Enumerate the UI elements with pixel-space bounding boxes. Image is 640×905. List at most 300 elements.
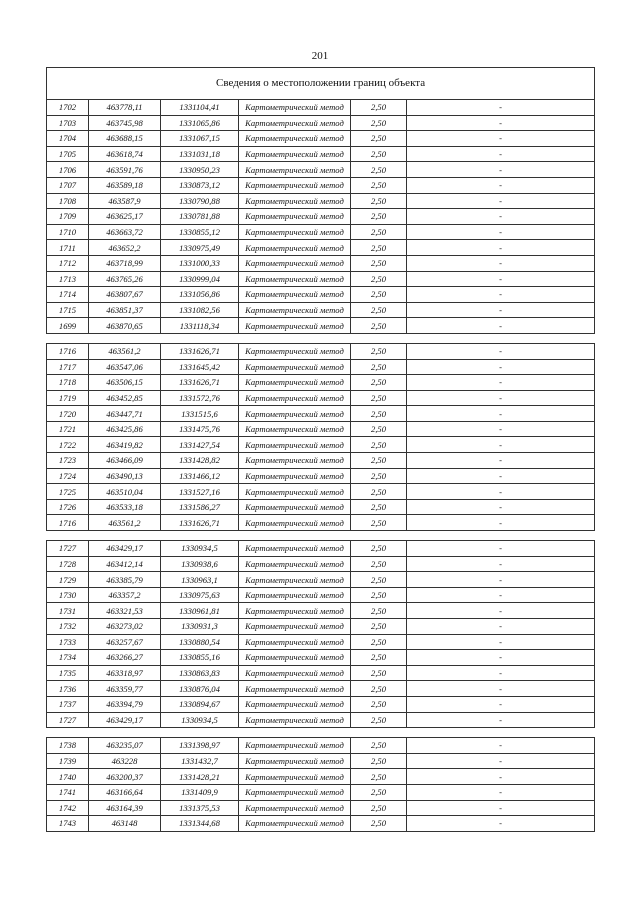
group-separator [47, 531, 595, 541]
point-number-cell: 1738 [47, 738, 89, 754]
method-cell: Картометрический метод [239, 738, 351, 754]
method-cell: Картометрический метод [239, 271, 351, 287]
accuracy-cell: 2,50 [351, 541, 407, 557]
y-coordinate-cell: 1330790,88 [161, 193, 239, 209]
method-cell: Картометрический метод [239, 146, 351, 162]
accuracy-cell: 2,50 [351, 556, 407, 572]
description-cell: - [407, 343, 595, 359]
method-cell: Картометрический метод [239, 193, 351, 209]
point-number-cell: 1712 [47, 255, 89, 271]
description-cell: - [407, 437, 595, 453]
description-cell: - [407, 541, 595, 557]
point-number-cell: 1719 [47, 390, 89, 406]
x-coordinate-cell: 463652,2 [89, 240, 161, 256]
point-number-cell: 1723 [47, 453, 89, 469]
method-cell: Картометрический метод [239, 453, 351, 469]
table-row [47, 816, 595, 832]
method-cell: Картометрический метод [239, 665, 351, 681]
point-number-cell: 1711 [47, 240, 89, 256]
x-coordinate-cell: 463778,11 [89, 100, 161, 116]
description-cell: - [407, 650, 595, 666]
x-coordinate-cell: 463166,64 [89, 784, 161, 800]
method-cell: Картометрический метод [239, 162, 351, 178]
accuracy-cell: 2,50 [351, 100, 407, 116]
description-cell: - [407, 162, 595, 178]
x-coordinate-cell: 463561,2 [89, 343, 161, 359]
table-row [47, 769, 595, 785]
separator-cell [47, 728, 595, 738]
x-coordinate-cell: 463807,67 [89, 287, 161, 303]
y-coordinate-cell: 1330855,12 [161, 224, 239, 240]
separator-cell [47, 531, 595, 541]
accuracy-cell: 2,50 [351, 712, 407, 728]
x-coordinate-cell: 463266,27 [89, 650, 161, 666]
description-cell: - [407, 665, 595, 681]
description-cell: - [407, 484, 595, 500]
x-coordinate-cell: 463273,02 [89, 619, 161, 635]
point-number-cell: 1704 [47, 131, 89, 147]
method-cell: Картометрический метод [239, 359, 351, 375]
table-row [47, 634, 595, 650]
x-coordinate-cell: 463394,79 [89, 696, 161, 712]
y-coordinate-cell: 1331572,76 [161, 390, 239, 406]
description-cell: - [407, 468, 595, 484]
table-row [47, 131, 595, 147]
y-coordinate-cell: 1330934,5 [161, 541, 239, 557]
method-cell: Картометрический метод [239, 302, 351, 318]
x-coordinate-cell: 463148 [89, 816, 161, 832]
accuracy-cell: 2,50 [351, 468, 407, 484]
y-coordinate-cell: 1330975,49 [161, 240, 239, 256]
description-cell: - [407, 556, 595, 572]
method-cell: Картометрический метод [239, 681, 351, 697]
accuracy-cell: 2,50 [351, 343, 407, 359]
y-coordinate-cell: 1331626,71 [161, 375, 239, 391]
method-cell: Картометрический метод [239, 587, 351, 603]
accuracy-cell: 2,50 [351, 681, 407, 697]
method-cell: Картометрический метод [239, 437, 351, 453]
method-cell: Картометрический метод [239, 318, 351, 334]
table-row [47, 753, 595, 769]
y-coordinate-cell: 1331515,6 [161, 406, 239, 422]
y-coordinate-cell: 1331626,71 [161, 515, 239, 531]
description-cell: - [407, 603, 595, 619]
y-coordinate-cell: 1330938,6 [161, 556, 239, 572]
point-number-cell: 1703 [47, 115, 89, 131]
method-cell: Картометрический метод [239, 556, 351, 572]
accuracy-cell: 2,50 [351, 696, 407, 712]
method-cell: Картометрический метод [239, 209, 351, 225]
accuracy-cell: 2,50 [351, 753, 407, 769]
description-cell: - [407, 784, 595, 800]
table-row [47, 453, 595, 469]
description-cell: - [407, 499, 595, 515]
table-row [47, 484, 595, 500]
x-coordinate-cell: 463425,86 [89, 421, 161, 437]
description-cell: - [407, 193, 595, 209]
x-coordinate-cell: 463589,18 [89, 177, 161, 193]
x-coordinate-cell: 463235,07 [89, 738, 161, 754]
accuracy-cell: 2,50 [351, 287, 407, 303]
y-coordinate-cell: 1331626,71 [161, 343, 239, 359]
method-cell: Картометрический метод [239, 177, 351, 193]
y-coordinate-cell: 1331000,33 [161, 255, 239, 271]
x-coordinate-cell: 463561,2 [89, 515, 161, 531]
table-row [47, 100, 595, 116]
point-number-cell: 1699 [47, 318, 89, 334]
table-row [47, 665, 595, 681]
table-row [47, 619, 595, 635]
point-number-cell: 1731 [47, 603, 89, 619]
y-coordinate-cell: 1331056,86 [161, 287, 239, 303]
accuracy-cell: 2,50 [351, 162, 407, 178]
point-number-cell: 1740 [47, 769, 89, 785]
method-cell: Картометрический метод [239, 712, 351, 728]
x-coordinate-cell: 463357,2 [89, 587, 161, 603]
point-number-cell: 1730 [47, 587, 89, 603]
method-cell: Картометрический метод [239, 375, 351, 391]
y-coordinate-cell: 1331344,68 [161, 816, 239, 832]
description-cell: - [407, 287, 595, 303]
description-cell: - [407, 209, 595, 225]
method-cell: Картометрический метод [239, 515, 351, 531]
y-coordinate-cell: 1331375,53 [161, 800, 239, 816]
x-coordinate-cell: 463718,99 [89, 255, 161, 271]
description-cell: - [407, 634, 595, 650]
point-number-cell: 1733 [47, 634, 89, 650]
table-row [47, 224, 595, 240]
accuracy-cell: 2,50 [351, 738, 407, 754]
table-row [47, 738, 595, 754]
point-number-cell: 1713 [47, 271, 89, 287]
description-cell: - [407, 406, 595, 422]
point-number-cell: 1742 [47, 800, 89, 816]
description-cell: - [407, 800, 595, 816]
description-cell: - [407, 453, 595, 469]
y-coordinate-cell: 1330873,12 [161, 177, 239, 193]
point-number-cell: 1724 [47, 468, 89, 484]
table-row [47, 177, 595, 193]
description-cell: - [407, 681, 595, 697]
x-coordinate-cell: 463870,65 [89, 318, 161, 334]
y-coordinate-cell: 1331118,34 [161, 318, 239, 334]
y-coordinate-cell: 1330781,88 [161, 209, 239, 225]
x-coordinate-cell: 463318,97 [89, 665, 161, 681]
y-coordinate-cell: 1331409,9 [161, 784, 239, 800]
method-cell: Картометрический метод [239, 753, 351, 769]
y-coordinate-cell: 1331466,12 [161, 468, 239, 484]
table-row [47, 287, 595, 303]
y-coordinate-cell: 1331432,7 [161, 753, 239, 769]
point-number-cell: 1736 [47, 681, 89, 697]
x-coordinate-cell: 463452,85 [89, 390, 161, 406]
y-coordinate-cell: 1331065,86 [161, 115, 239, 131]
table-row [47, 209, 595, 225]
table-row [47, 255, 595, 271]
accuracy-cell: 2,50 [351, 224, 407, 240]
x-coordinate-cell: 463385,79 [89, 572, 161, 588]
table-row [47, 375, 595, 391]
table-row [47, 302, 595, 318]
x-coordinate-cell: 463587,9 [89, 193, 161, 209]
x-coordinate-cell: 463663,72 [89, 224, 161, 240]
y-coordinate-cell: 1331031,18 [161, 146, 239, 162]
table-row [47, 556, 595, 572]
accuracy-cell: 2,50 [351, 572, 407, 588]
table-row [47, 162, 595, 178]
x-coordinate-cell: 463547,06 [89, 359, 161, 375]
x-coordinate-cell: 463466,09 [89, 453, 161, 469]
method-cell: Картометрический метод [239, 619, 351, 635]
y-coordinate-cell: 1331586,27 [161, 499, 239, 515]
accuracy-cell: 2,50 [351, 634, 407, 650]
point-number-cell: 1720 [47, 406, 89, 422]
description-cell: - [407, 375, 595, 391]
point-number-cell: 1702 [47, 100, 89, 116]
description-cell: - [407, 271, 595, 287]
page-number: 201 [311, 50, 329, 62]
boundary-table-body [47, 68, 595, 832]
description-cell: - [407, 696, 595, 712]
point-number-cell: 1727 [47, 712, 89, 728]
x-coordinate-cell: 463765,26 [89, 271, 161, 287]
point-number-cell: 1709 [47, 209, 89, 225]
table-row [47, 406, 595, 422]
accuracy-cell: 2,50 [351, 421, 407, 437]
accuracy-cell: 2,50 [351, 587, 407, 603]
point-number-cell: 1708 [47, 193, 89, 209]
table-row [47, 800, 595, 816]
x-coordinate-cell: 463510,04 [89, 484, 161, 500]
accuracy-cell: 2,50 [351, 406, 407, 422]
table-row [47, 146, 595, 162]
separator-cell [47, 333, 595, 343]
point-number-cell: 1707 [47, 177, 89, 193]
description-cell: - [407, 255, 595, 271]
point-number-cell: 1721 [47, 421, 89, 437]
point-number-cell: 1716 [47, 343, 89, 359]
point-number-cell: 1718 [47, 375, 89, 391]
accuracy-cell: 2,50 [351, 359, 407, 375]
x-coordinate-cell: 463412,14 [89, 556, 161, 572]
y-coordinate-cell: 1330961,81 [161, 603, 239, 619]
method-cell: Картометрический метод [239, 224, 351, 240]
group-separator [47, 333, 595, 343]
accuracy-cell: 2,50 [351, 816, 407, 832]
x-coordinate-cell: 463429,17 [89, 541, 161, 557]
table-row [47, 421, 595, 437]
method-cell: Картометрический метод [239, 800, 351, 816]
accuracy-cell: 2,50 [351, 515, 407, 531]
point-number-cell: 1734 [47, 650, 89, 666]
accuracy-cell: 2,50 [351, 800, 407, 816]
description-cell: - [407, 177, 595, 193]
table-row [47, 271, 595, 287]
table-row [47, 499, 595, 515]
accuracy-cell: 2,50 [351, 115, 407, 131]
y-coordinate-cell: 1331082,56 [161, 302, 239, 318]
table-row [47, 240, 595, 256]
point-number-cell: 1714 [47, 287, 89, 303]
description-cell: - [407, 115, 595, 131]
y-coordinate-cell: 1331104,41 [161, 100, 239, 116]
accuracy-cell: 2,50 [351, 484, 407, 500]
method-cell: Картометрический метод [239, 484, 351, 500]
point-number-cell: 1732 [47, 619, 89, 635]
table-row [47, 193, 595, 209]
description-cell: - [407, 769, 595, 785]
point-number-cell: 1743 [47, 816, 89, 832]
table-row [47, 437, 595, 453]
description-cell: - [407, 587, 595, 603]
table-title: Сведения о местоположении границ объекта [47, 68, 595, 100]
y-coordinate-cell: 1331527,16 [161, 484, 239, 500]
description-cell: - [407, 619, 595, 635]
x-coordinate-cell: 463591,76 [89, 162, 161, 178]
method-cell: Картометрический метод [239, 634, 351, 650]
accuracy-cell: 2,50 [351, 209, 407, 225]
point-number-cell: 1739 [47, 753, 89, 769]
accuracy-cell: 2,50 [351, 193, 407, 209]
table-row [47, 681, 595, 697]
description-cell: - [407, 753, 595, 769]
point-number-cell: 1729 [47, 572, 89, 588]
y-coordinate-cell: 1331428,82 [161, 453, 239, 469]
table-row [47, 390, 595, 406]
method-cell: Картометрический метод [239, 603, 351, 619]
x-coordinate-cell: 463688,15 [89, 131, 161, 147]
accuracy-cell: 2,50 [351, 375, 407, 391]
point-number-cell: 1735 [47, 665, 89, 681]
table-row [47, 115, 595, 131]
method-cell: Картометрический метод [239, 816, 351, 832]
point-number-cell: 1706 [47, 162, 89, 178]
table-row [47, 572, 595, 588]
x-coordinate-cell: 463164,39 [89, 800, 161, 816]
method-cell: Картометрический метод [239, 468, 351, 484]
description-cell: - [407, 100, 595, 116]
x-coordinate-cell: 463490,13 [89, 468, 161, 484]
y-coordinate-cell: 1330963,1 [161, 572, 239, 588]
x-coordinate-cell: 463321,53 [89, 603, 161, 619]
description-cell: - [407, 712, 595, 728]
point-number-cell: 1717 [47, 359, 89, 375]
x-coordinate-cell: 463200,37 [89, 769, 161, 785]
x-coordinate-cell: 463429,17 [89, 712, 161, 728]
y-coordinate-cell: 1331645,42 [161, 359, 239, 375]
accuracy-cell: 2,50 [351, 318, 407, 334]
table-row [47, 343, 595, 359]
method-cell: Картометрический метод [239, 287, 351, 303]
y-coordinate-cell: 1331428,21 [161, 769, 239, 785]
accuracy-cell: 2,50 [351, 302, 407, 318]
description-cell: - [407, 240, 595, 256]
table-row [47, 650, 595, 666]
y-coordinate-cell: 1330931,3 [161, 619, 239, 635]
method-cell: Картометрический метод [239, 240, 351, 256]
point-number-cell: 1722 [47, 437, 89, 453]
method-cell: Картометрический метод [239, 769, 351, 785]
description-cell: - [407, 359, 595, 375]
point-number-cell: 1710 [47, 224, 89, 240]
y-coordinate-cell: 1330975,63 [161, 587, 239, 603]
description-cell: - [407, 302, 595, 318]
method-cell: Картометрический метод [239, 784, 351, 800]
accuracy-cell: 2,50 [351, 146, 407, 162]
point-number-cell: 1705 [47, 146, 89, 162]
accuracy-cell: 2,50 [351, 240, 407, 256]
table-row [47, 587, 595, 603]
accuracy-cell: 2,50 [351, 650, 407, 666]
description-cell: - [407, 738, 595, 754]
y-coordinate-cell: 1331427,54 [161, 437, 239, 453]
method-cell: Картометрический метод [239, 499, 351, 515]
table-row [47, 712, 595, 728]
description-cell: - [407, 146, 595, 162]
x-coordinate-cell: 463447,71 [89, 406, 161, 422]
method-cell: Картометрический метод [239, 421, 351, 437]
y-coordinate-cell: 1330950,23 [161, 162, 239, 178]
point-number-cell: 1726 [47, 499, 89, 515]
x-coordinate-cell: 463625,17 [89, 209, 161, 225]
method-cell: Картометрический метод [239, 115, 351, 131]
accuracy-cell: 2,50 [351, 769, 407, 785]
method-cell: Картометрический метод [239, 572, 351, 588]
y-coordinate-cell: 1331398,97 [161, 738, 239, 754]
method-cell: Картометрический метод [239, 100, 351, 116]
y-coordinate-cell: 1330894,67 [161, 696, 239, 712]
accuracy-cell: 2,50 [351, 619, 407, 635]
accuracy-cell: 2,50 [351, 603, 407, 619]
accuracy-cell: 2,50 [351, 390, 407, 406]
method-cell: Картометрический метод [239, 343, 351, 359]
accuracy-cell: 2,50 [351, 177, 407, 193]
accuracy-cell: 2,50 [351, 271, 407, 287]
accuracy-cell: 2,50 [351, 453, 407, 469]
table-row [47, 696, 595, 712]
accuracy-cell: 2,50 [351, 784, 407, 800]
y-coordinate-cell: 1331475,76 [161, 421, 239, 437]
description-cell: - [407, 390, 595, 406]
y-coordinate-cell: 1330880,54 [161, 634, 239, 650]
table-row [47, 603, 595, 619]
method-cell: Картометрический метод [239, 406, 351, 422]
method-cell: Картометрический метод [239, 255, 351, 271]
x-coordinate-cell: 463228 [89, 753, 161, 769]
method-cell: Картометрический метод [239, 390, 351, 406]
x-coordinate-cell: 463257,67 [89, 634, 161, 650]
table-row [47, 318, 595, 334]
table-row [47, 359, 595, 375]
point-number-cell: 1727 [47, 541, 89, 557]
description-cell: - [407, 224, 595, 240]
accuracy-cell: 2,50 [351, 437, 407, 453]
method-cell: Картометрический метод [239, 541, 351, 557]
x-coordinate-cell: 463359,77 [89, 681, 161, 697]
description-cell: - [407, 131, 595, 147]
x-coordinate-cell: 463506,15 [89, 375, 161, 391]
y-coordinate-cell: 1330876,04 [161, 681, 239, 697]
table-row [47, 784, 595, 800]
x-coordinate-cell: 463618,74 [89, 146, 161, 162]
point-number-cell: 1728 [47, 556, 89, 572]
description-cell: - [407, 816, 595, 832]
description-cell: - [407, 515, 595, 531]
method-cell: Картометрический метод [239, 650, 351, 666]
x-coordinate-cell: 463745,98 [89, 115, 161, 131]
x-coordinate-cell: 463419,82 [89, 437, 161, 453]
group-separator [47, 728, 595, 738]
